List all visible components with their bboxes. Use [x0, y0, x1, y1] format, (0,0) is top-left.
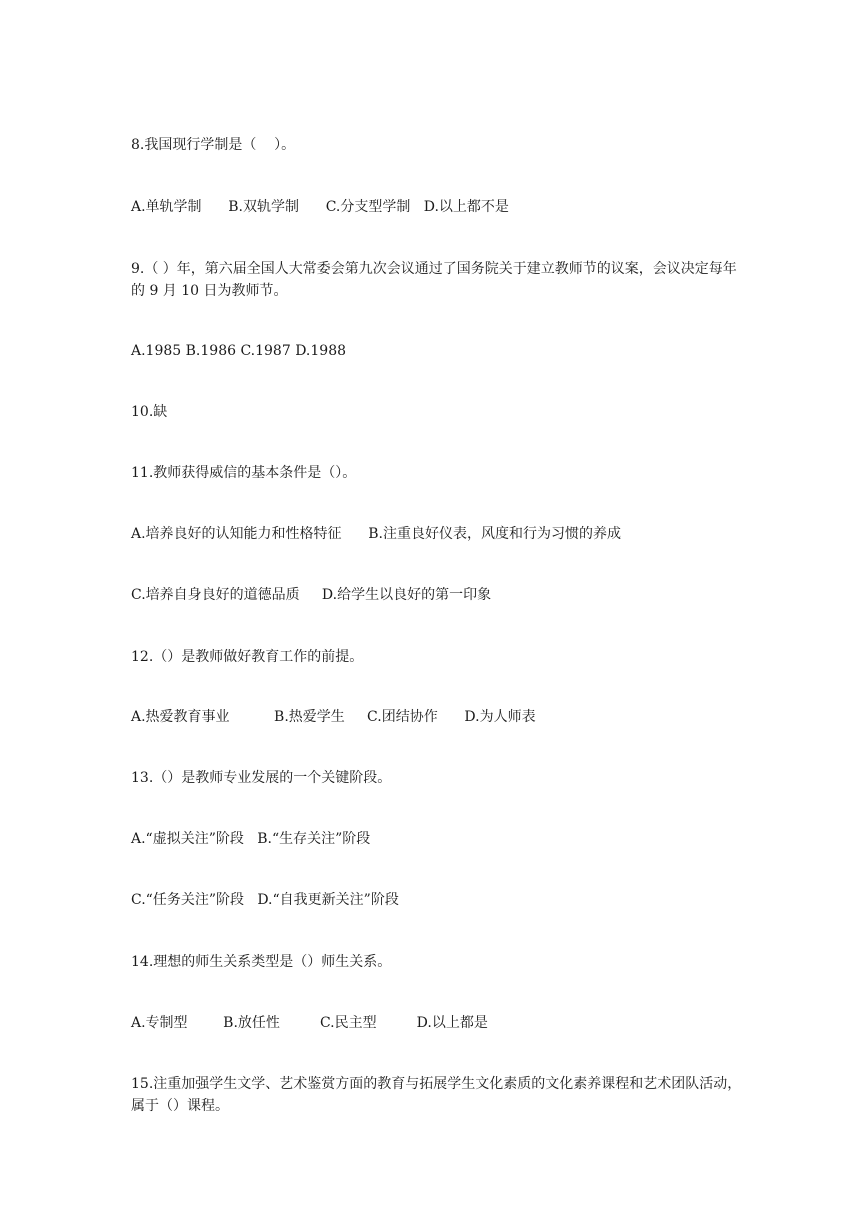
question-12-options: A.热爱教育事业 B.热爱学生 C.团结协作 D.为人师表 — [131, 709, 536, 725]
question-14-options: A.专制型 B.放任性 C.民主型 D.以上都是 — [131, 1015, 488, 1031]
question-13-stem: 13.（）是教师专业发展的一个关键阶段。 — [131, 770, 392, 786]
question-13-options-ab: A.“虚拟关注”阶段 B.“生存关注”阶段 — [131, 831, 371, 847]
question-9-stem: 9.（ ）年，第六届全国人大常委会第九次会议通过了国务院关于建立教师节的议案，会议决定每年的 9 月 10 日为教师节。 — [131, 261, 737, 299]
question-11-stem: 11.教师获得威信的基本条件是（）。 — [131, 465, 357, 481]
question-13-options-cd: C.“任务关注”阶段 D.“自我更新关注”阶段 — [131, 892, 399, 908]
question-9-options: A.1985 B.1986 C.1987 D.1988 — [131, 343, 347, 359]
question-11-options-ab: A.培养良好的认知能力和性格特征 B.注重良好仪表，风度和行为习惯的养成 — [131, 526, 621, 542]
question-8-options: A.单轨学制 B.双轨学制 C.分支型学制 D.以上都不是 — [131, 199, 509, 215]
question-8-stem: 8.我国现行学制是（ ）。 — [131, 137, 296, 153]
question-14-stem: 14.理想的师生关系类型是（）师生关系。 — [131, 954, 392, 970]
question-12-stem: 12.（）是教师做好教育工作的前提。 — [131, 649, 364, 665]
question-15-stem: 15.注重加强学生文学、艺术鉴赏方面的教育与拓展学生文化素质的文化素养课程和艺术团队活动，属于（）课程。 — [131, 1076, 742, 1114]
question-11-options-cd: C.培养自身良好的道德品质 D.给学生以良好的第一印象 — [131, 587, 492, 603]
question-10-stem: 10.缺 — [131, 404, 168, 420]
